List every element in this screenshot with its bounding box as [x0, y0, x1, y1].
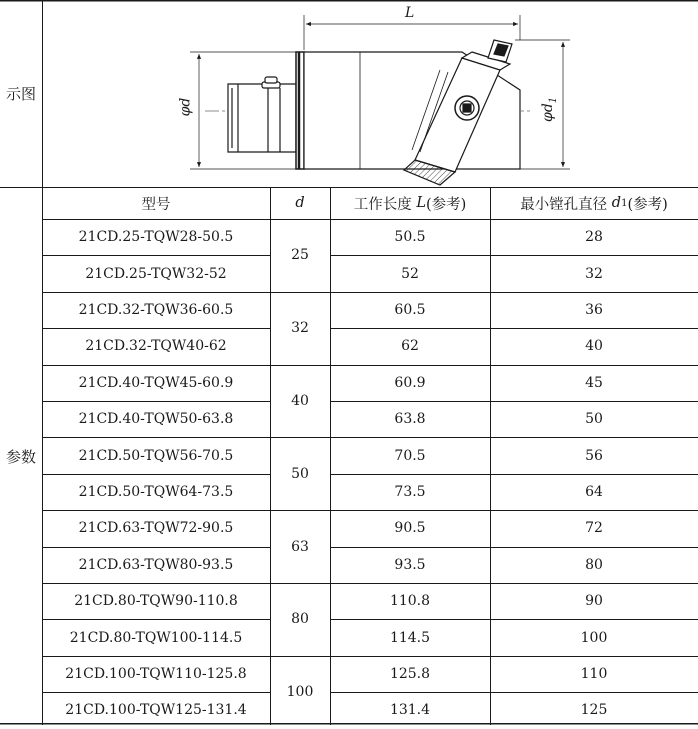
header-working-length: [330, 187, 490, 219]
length-cell: 131.4: [389, 702, 431, 719]
length-cell: 125.8: [389, 665, 431, 682]
header-length-suffix: (参考): [425, 196, 467, 213]
header-d: d: [295, 195, 305, 211]
model-cell: 21CD.32-TQW36-60.5: [78, 301, 234, 318]
bore-cell: 50: [585, 411, 603, 428]
model-cell: 21CD.32-TQW40-62: [85, 338, 227, 355]
header-bore-suffix: (参考): [627, 196, 668, 213]
model-cell: 21CD.25-TQW28-50.5: [78, 229, 234, 246]
length-cell: 60.9: [394, 374, 426, 391]
length-cell: 63.8: [394, 411, 426, 428]
header-length-prefix: 工作长度: [353, 196, 417, 213]
bore-cell: 72: [585, 520, 603, 537]
params-row-label: 参数: [5, 447, 36, 466]
dimension-L-label: L: [405, 5, 415, 21]
dimension-phi-d-label: [177, 98, 193, 117]
diameter-cell: 80: [291, 611, 309, 628]
diameter-cell: 32: [291, 320, 309, 337]
header-bore-var: d: [611, 195, 622, 211]
phi-symbol: φ: [540, 112, 557, 122]
header-bore-sub: 1: [621, 197, 628, 209]
diameter-cell: 50: [291, 465, 309, 482]
length-cell: 50.5: [394, 229, 426, 246]
bore-cell: 56: [585, 447, 603, 464]
bore-cell: 64: [585, 483, 603, 500]
tool-diagram: [0, 0, 698, 188]
diagram-row-label: 示图: [5, 85, 36, 103]
header-length-var: L: [416, 195, 426, 211]
length-cell: 114.5: [389, 629, 431, 646]
model-cell: 21CD.80-TQW90-110.8: [74, 593, 238, 610]
model-cell: 21CD.63-TQW80-93.5: [78, 556, 234, 573]
bore-cell: 45: [585, 374, 603, 391]
bore-cell: 32: [585, 265, 603, 282]
diameter-cell: 63: [291, 538, 309, 555]
model-cell: 21CD.100-TQW125-131.4: [65, 702, 247, 719]
length-cell: 62: [401, 338, 419, 355]
phi-d-var: d: [177, 97, 194, 107]
length-cell: 93.5: [394, 556, 426, 573]
phi-d1-var: d: [540, 103, 557, 113]
model-cell: 21CD.100-TQW110-125.8: [65, 665, 247, 682]
length-cell: 110.8: [389, 593, 431, 610]
bore-cell: 90: [585, 593, 603, 610]
length-cell: 90.5: [394, 520, 426, 537]
bore-cell: 80: [585, 556, 603, 573]
model-cell: 21CD.50-TQW64-73.5: [78, 483, 234, 500]
model-cell: 21CD.80-TQW100-114.5: [69, 629, 243, 646]
phi-symbol: φ: [177, 106, 194, 117]
bore-cell: 36: [585, 301, 603, 318]
phi-d1-sub: 1: [547, 96, 559, 104]
length-cell: 60.5: [394, 301, 426, 318]
model-cell: 21CD.50-TQW56-70.5: [78, 447, 234, 464]
dimension-phi-d1-label: [540, 97, 559, 122]
diameter-cell: 25: [291, 247, 309, 264]
model-cell: 21CD.25-TQW32-52: [85, 265, 227, 282]
bore-cell: 110: [580, 665, 608, 682]
length-cell: 52: [401, 265, 419, 282]
length-cell: 70.5: [394, 447, 426, 464]
header-min-bore: [490, 187, 698, 219]
bore-cell: 100: [580, 629, 608, 646]
diameter-cell: 100: [286, 684, 314, 701]
model-cell: 21CD.40-TQW45-60.9: [78, 374, 234, 391]
diameter-cell: 40: [291, 392, 309, 409]
bore-cell: 125: [580, 702, 608, 719]
header-bore-prefix: 最小镗孔直径: [520, 196, 612, 213]
bore-cell: 28: [585, 229, 603, 246]
header-model: 型号: [141, 196, 171, 213]
length-cell: 73.5: [394, 483, 426, 500]
bore-cell: 40: [585, 338, 603, 355]
model-cell: 21CD.40-TQW50-63.8: [78, 411, 234, 428]
model-cell: 21CD.63-TQW72-90.5: [78, 520, 234, 537]
